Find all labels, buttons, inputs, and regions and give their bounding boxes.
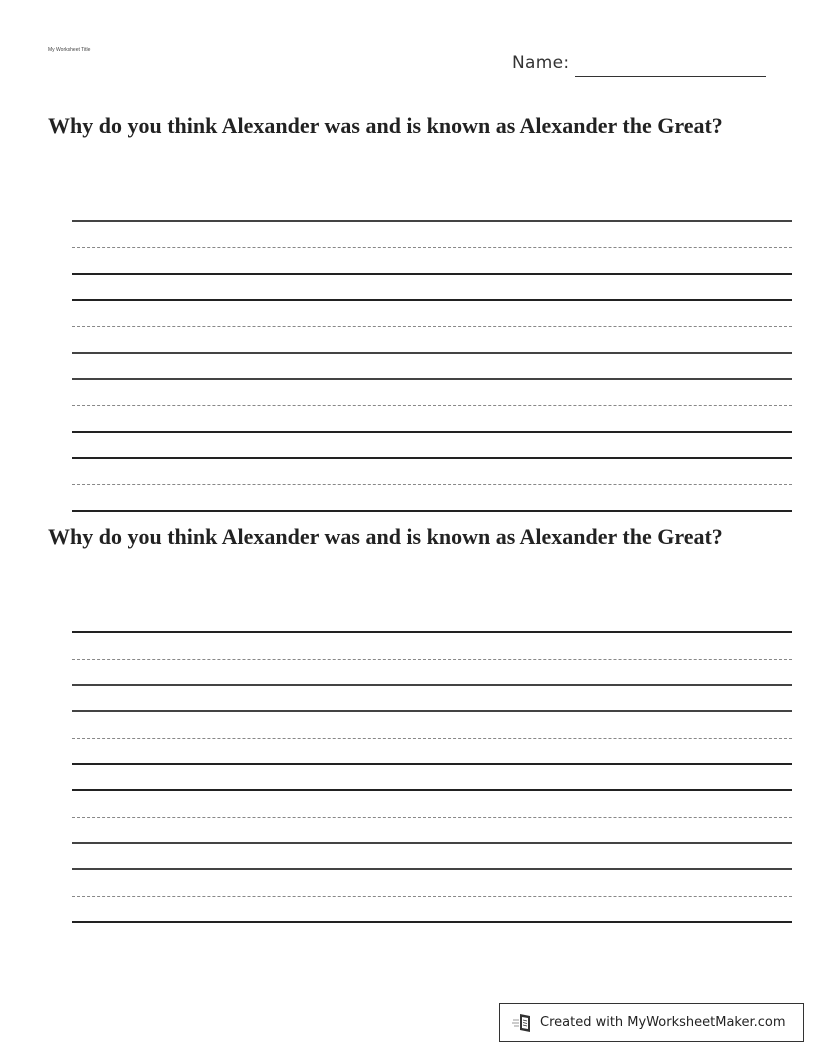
name-field — [512, 52, 766, 74]
writing-line-base — [72, 431, 792, 433]
writing-line-base — [72, 273, 792, 275]
writing-line-base — [72, 921, 792, 923]
name-label: Name: — [512, 53, 570, 73]
worksheet-maker-logo-icon — [512, 1012, 534, 1034]
writing-line-top — [72, 457, 792, 459]
writing-line-mid — [72, 817, 792, 818]
writing-line-top — [72, 378, 792, 380]
writing-line-base — [72, 352, 792, 354]
writing-line-mid — [72, 247, 792, 248]
writing-line-mid — [72, 484, 792, 485]
writing-line-base — [72, 763, 792, 765]
writing-line-mid — [72, 659, 792, 660]
writing-line-top — [72, 789, 792, 791]
question-2-text: Why do you think Alexander was and is known as Alexander the Great? — [48, 524, 723, 549]
writing-line-base — [72, 684, 792, 686]
writing-line-top — [72, 710, 792, 712]
writing-line-base — [72, 842, 792, 844]
created-with-badge[interactable] — [499, 1003, 804, 1042]
writing-line-top — [72, 868, 792, 870]
writing-line-top — [72, 631, 792, 633]
writing-line-mid — [72, 326, 792, 327]
name-blank-line — [575, 76, 766, 77]
writing-line-top — [72, 220, 792, 222]
question-1-text: Why do you think Alexander was and is known as Alexander the Great? — [48, 113, 723, 138]
writing-line-base — [72, 510, 792, 512]
writing-line-mid — [72, 896, 792, 897]
created-with-text[interactable]: Created with MyWorksheetMaker.com — [540, 1015, 786, 1030]
writing-line-top — [72, 299, 792, 301]
writing-line-mid — [72, 405, 792, 406]
writing-line-mid — [72, 738, 792, 739]
worksheet-title: My Worksheet Title — [48, 47, 91, 53]
